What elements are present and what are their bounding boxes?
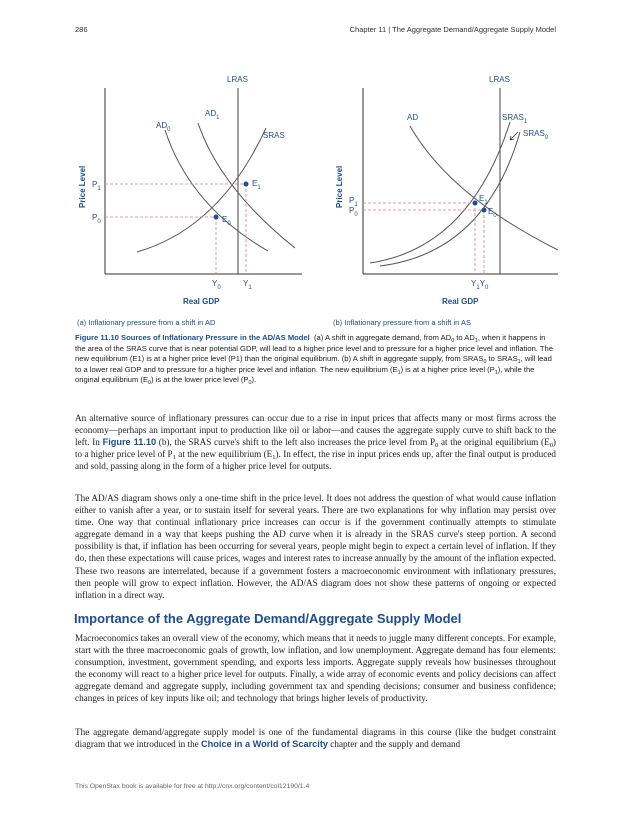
graph-a-lras-label: LRAS [227, 75, 248, 84]
graph-a-ad0-label: $AD_0$ [156, 121, 171, 133]
paragraph-persistent-inflation: The AD/AS diagram shows only a one-time shift in the price level. It does not address the question of what would cause inflation either to vanish after a year, or to sustain itself for several years. There are two explanations for why inflation may persist over time. One way that continual inflationary price increases can occur is if the government continually attempts to stimulate aggregate demand in a way that keeps pushing the AD curve when it is already in the SRAS curve's steep portion. A second possibility is that, if inflation has been occurring for several years, people might begin to expect a certain level of inflation. If they do, then these expectations will cause prices, wages and interest rates to increase annually by the amount of the inflation expected. These two reasons are interrelated, because if a government fosters a macroeconomic environment with inflationary pressures, then people will grow to expect inflation. However, the AD/AS diagram does not show these patterns of ongoing or expected inflation in a direct way. [75, 493, 556, 600]
graph-a-e1-point [244, 182, 249, 187]
graph-b-xlabel: Real GDP [442, 297, 479, 306]
scarcity-chapter-link[interactable]: Choice in a World of Scarcity [201, 739, 328, 750]
graph-a-sras-curve [137, 128, 266, 252]
graph-b-e0-label: $E_0$ [488, 207, 497, 219]
figure-11-10-link[interactable]: Figure 11.10 [102, 437, 157, 448]
graph-a-sras-label: SRAS [263, 131, 285, 140]
paragraph-macro-overview: Macroeconomics takes an overall view of the economy, which means that it needs to juggle many different concepts. For example, start with the three macroeconomic goals of growth, low inflation, and low unemployment. Aggregate demand has four elements: consumption, investment, government spending, and exports less imports. Aggregate supply reveals how businesses throughout the economy will react to a higher price level for outputs. Finally, a wide array of economic events and policy decisions can affect aggregate demand and aggregate supply, including government tax and spending decisions; consumer and business confidence; changes in prices of key inputs like oil; and technology that brings higher levels of productivity. [75, 633, 556, 704]
graph-a-y0-label: $Y_0$ [212, 279, 221, 291]
graph-a-subcaption: (a) Inflationary pressure from a shift in AD [77, 318, 216, 327]
running-header: Chapter 11 | The Aggregate Demand/Aggregate Supply Model [349, 25, 556, 34]
graph-a-e0-point [214, 215, 219, 220]
graph-a-xlabel: Real GDP [183, 297, 220, 306]
graph-a-e1-label: $E_1$ [252, 179, 261, 191]
graph-b-p0-label: $P_0$ [349, 206, 358, 218]
figure-11-10 [70, 68, 560, 333]
graph-b-sras0-label: $SRAS_0$ [523, 129, 549, 141]
graph-b-sras1-curve [370, 122, 510, 263]
page-footer: This OpenStax book is available for free at http://cnx.org/content/col12190/1.4 [75, 783, 310, 790]
graph-b-ylabel: Price Level [335, 165, 344, 208]
graph-a-p1-label: $P_1$ [92, 180, 101, 192]
paragraph-input-prices: An alternative source of inflationary pressures can occur due to a rise in input prices that affects many or most firms across the economy—perhaps an important input to production like oil or labor—and causes the aggregate supply curve to shift back to the left. In Figure 11.10 (b), the SRAS curve's shift to the left also increases the price level from $P_0$ at the original equilibrium $(E_0)$ to a higher price level of $P_1$ at the new equilibrium $(E_1)$. In effect, the rise in input prices ends up, after the final output is produced and sold, passing along in the form of a higher price level for outputs. [75, 413, 557, 472]
graph-b-ad-label: AD [407, 113, 419, 122]
graph-b-y1y0-label: $Y_1Y_0$ [471, 279, 489, 291]
page-number: 286 [75, 25, 88, 34]
graph-b-subcaption: (b) Inflationary pressure from a shift in AS [333, 318, 471, 327]
graph-b-e0-point [482, 208, 487, 213]
graph-a [77, 75, 302, 327]
graph-a-ad1-label: $AD_1$ [205, 109, 220, 121]
graph-a-e0-label: $E_0$ [222, 215, 231, 227]
paragraph-model-importance: The aggregate demand/aggregate supply model is one of the fundamental diagrams in this course (like the budget constraint diagram that we introduced in the Choice in a World of Scarcity chapter and the supply and demand [75, 727, 556, 750]
graph-b-p1-label: $P_1$ [349, 196, 358, 208]
section-heading: Importance of the Aggregate Demand/Aggregate Supply Model [74, 611, 462, 626]
figure-graphs [70, 68, 560, 333]
graph-b-lras-label: LRAS [489, 75, 510, 84]
graph-b-sras1-label: $SRAS_1$ [502, 113, 528, 125]
graph-b-e1-label: $E_1$ [479, 194, 488, 206]
graph-b-e1-point [473, 201, 478, 206]
graph-b [333, 75, 558, 327]
graph-a-y1-label: $Y_1$ [243, 279, 252, 291]
graph-a-ylabel: Price Level [78, 165, 87, 208]
figure-caption: Figure 11.10 Sources of Inflationary Pressure in the AD/AS Model (a) A shift in aggregate demand, from $AD_0$ to $AD_1$, when it happens in the area of the SRAS curve that is near potential GDP, will lead to a higher price level and to pressure for a higher price level and inflation. The new equilibrium (E1) is at a higher price level (P1) than the original equilibrium. (b) A shift in aggregate supply, from $SRAS_0$ to $SRAS_1$, will lead to a lower real GDP and to pressure for a higher price level and inflation. The new equilibrium $(E_1)$ is at a higher price level $(P_1)$, while the original equilibrium $(E_0)$ is at the lower price level $(P_0)$. [75, 333, 553, 387]
graph-a-p0-label: $P_0$ [92, 213, 101, 225]
graph-b-shift-arrow [510, 132, 518, 140]
figure-caption-label: Figure 11.10 Sources of Inflationary Pressure in the AD/AS Model [75, 333, 310, 342]
